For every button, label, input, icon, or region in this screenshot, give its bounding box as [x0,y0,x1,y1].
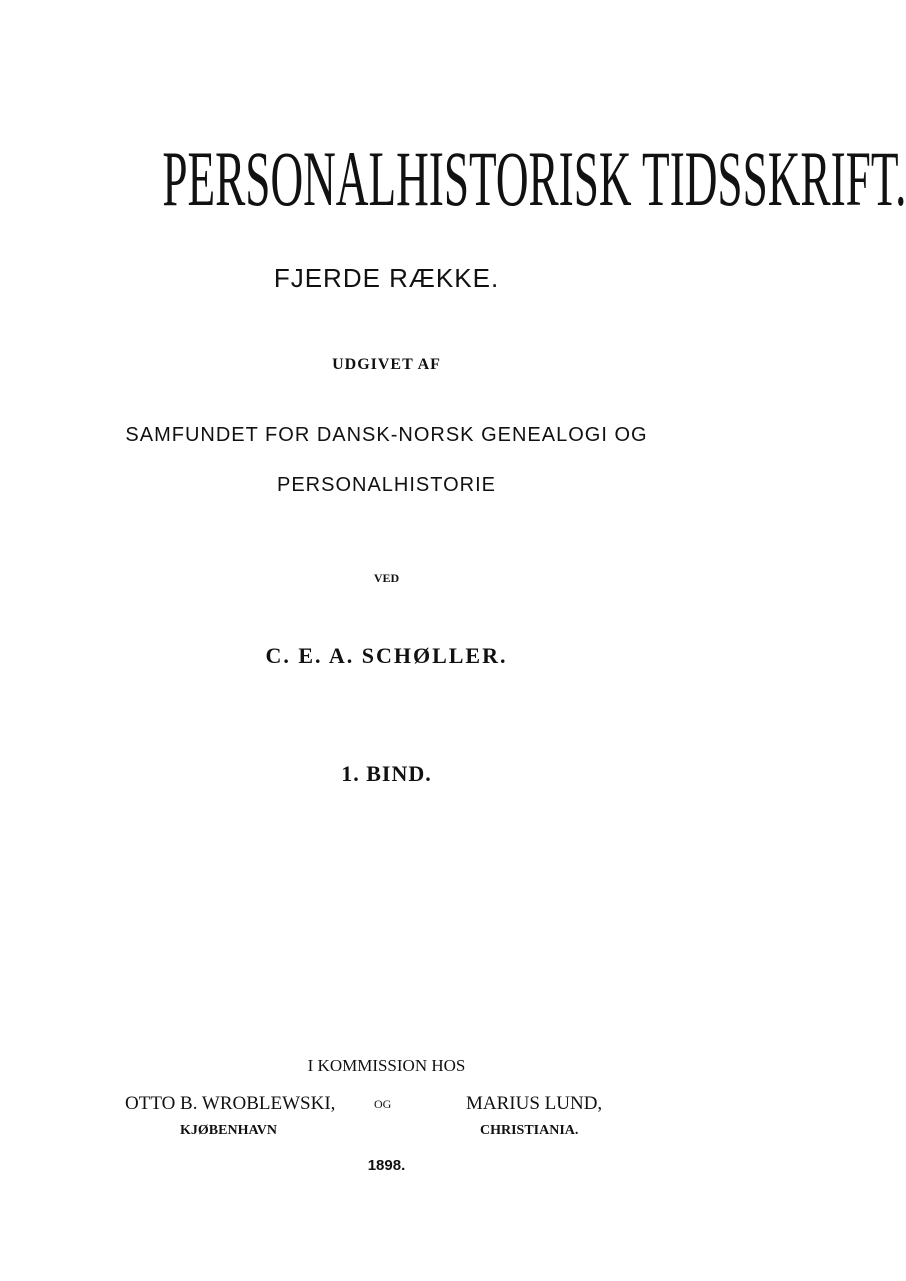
publisher-left-name: OTTO B. WROBLEWSKI, [125,1093,336,1114]
society-name-line-1: SAMFUNDET FOR DANSK-NORSK GENEALOGI OG [125,424,648,446]
publisher-left-city: KJØBENHAVN [180,1123,277,1138]
commission-label: I KOMMISSION HOS [307,1056,466,1075]
publishers-block [0,1093,773,1153]
series-label: FJERDE RÆKKE. [273,263,500,293]
volume-label: 1. BIND. [341,761,432,786]
by-label: VED [373,571,400,585]
publisher-conjunction: OG [374,1097,392,1111]
editor-name: C. E. A. SCHØLLER. [265,643,508,668]
society-name-line-2: PERSONALHISTORIE [276,474,497,496]
publication-year: 1898. [367,1157,406,1174]
journal-title: PERSONALHISTORISK TIDSSKRIFT. [162,135,906,222]
published-by-label: UDGIVET AF [332,356,441,373]
publisher-right-name: MARIUS LUND, [466,1093,603,1114]
publisher-right-city: CHRISTIANIA. [480,1123,579,1138]
